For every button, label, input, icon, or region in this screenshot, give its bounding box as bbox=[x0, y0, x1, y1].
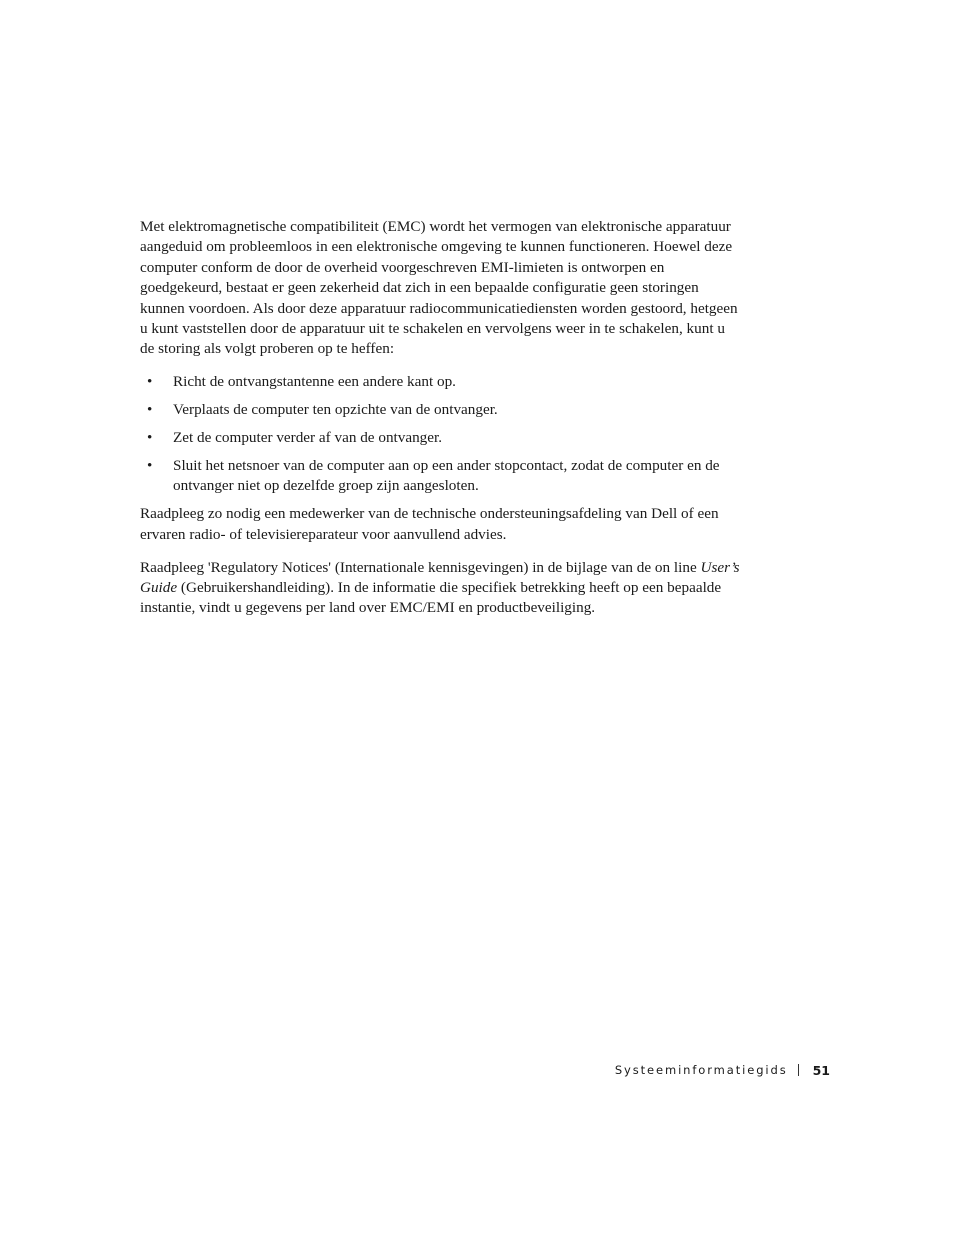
users-guide-title: User’s Guide bbox=[140, 558, 740, 597]
list-item-text: Zet de computer verder af van de ontvanger. bbox=[173, 428, 443, 446]
footer-separator bbox=[798, 1064, 799, 1076]
list-item-text: Richt de ontvangstantenne een andere kant op. bbox=[173, 372, 456, 390]
page-number: 51 bbox=[812, 1062, 830, 1078]
list-item bbox=[140, 428, 740, 448]
list-item bbox=[140, 400, 740, 420]
list-item-text: Sluit het netsnoer van de computer aan op een ander stopcontact, zodat de computer en de ontvanger niet op dezelfde groep zijn aangesloten. bbox=[173, 456, 720, 495]
bullet-list bbox=[140, 372, 740, 497]
regulatory-text-end: (Gebruikershandleiding). In de informatie die specifiek betrekking heeft op een bepaalde instantie, vindt u gegevens per land over EMC/EMI en productbeveiliging. bbox=[140, 579, 722, 617]
consult-paragraph: Raadpleeg zo nodig een medewerker van de technische ondersteuningsafdeling van Dell of een ervaren radio- of televisiereparateur voor aanvullend advies. bbox=[140, 505, 719, 543]
regulatory-text-start: Raadpleeg 'Regulatory Notices' (Internationale kennisgevingen) in de bijlage van de on line bbox=[140, 558, 697, 576]
emc-intro-paragraph: Met elektromagnetische compatibiliteit (EMC) wordt het vermogen van elektronische apparatuur aangeduid om probleemloos in een elektronische omgeving te kunnen functioneren. Hoewel deze computer conform de door de overheid voorgeschreven EMI-limieten is ontworpen en goedgekeurd, bestaat er geen zekerheid dat zich in een bepaalde configuratie geen storingen kunnen voordoen. Als door deze apparatuur radiocommunicatiediensten worden gestoord, hetgeen u kunt vaststellen door de apparatuur uit te schakelen en vervolgens weer in te schakelen, kunt u de storing als volgt proberen op te heffen: bbox=[140, 218, 738, 358]
bullet-icon: • bbox=[147, 428, 153, 446]
page-footer bbox=[560, 1061, 830, 1079]
regulatory-paragraph bbox=[140, 558, 740, 619]
bullet-icon: • bbox=[147, 456, 153, 474]
bullet-icon: • bbox=[147, 372, 153, 390]
footer-document-title: Systeeminformatiegids bbox=[614, 1063, 788, 1077]
list-item-text: Verplaats de computer ten opzichte van de ontvanger. bbox=[173, 400, 498, 418]
list-item bbox=[140, 456, 740, 497]
list-item bbox=[140, 372, 740, 392]
bullet-icon: • bbox=[147, 400, 153, 418]
body-text bbox=[140, 217, 740, 619]
